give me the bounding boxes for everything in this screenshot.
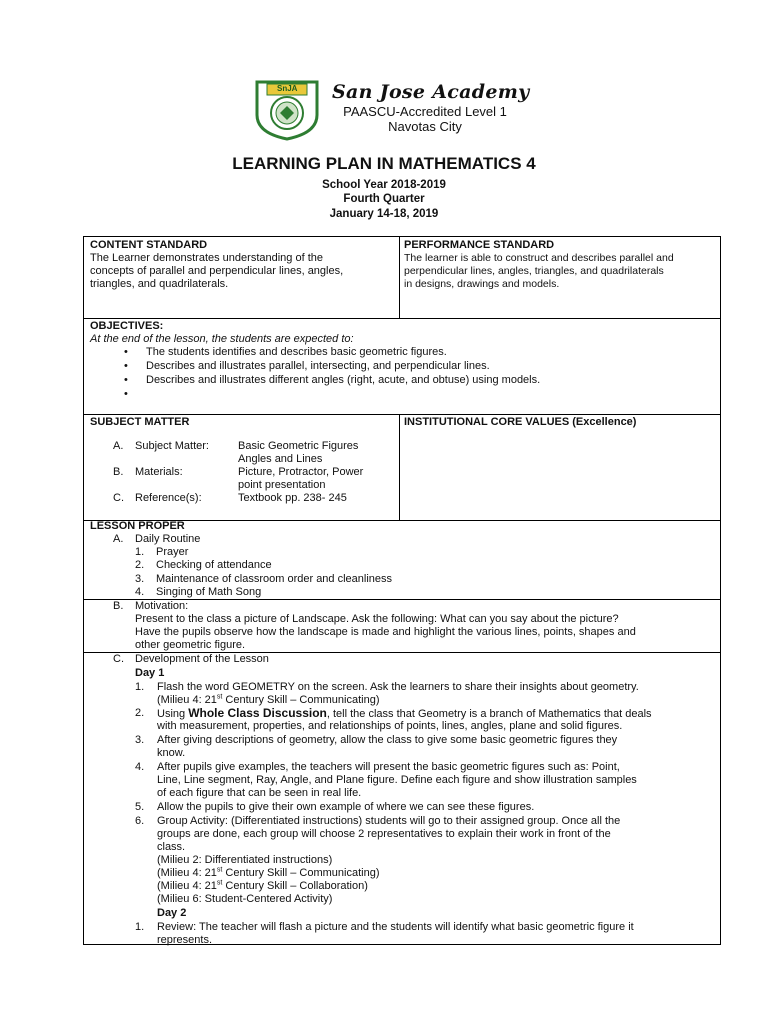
list-number: 3. xyxy=(135,734,145,746)
accreditation: PAASCU-Accredited Level 1 xyxy=(343,104,507,119)
content-standard-heading: CONTENT STANDARD xyxy=(90,239,208,251)
date-range: January 14-18, 2019 xyxy=(329,208,439,220)
milieu-note: (Milieu 6: Student-Centered Activity) xyxy=(157,893,333,905)
subject-letter: B. xyxy=(113,466,124,478)
day1-step-line: know. xyxy=(157,747,186,759)
list-number: 2. xyxy=(135,559,145,571)
section-letter: C. xyxy=(113,653,124,665)
day-1-heading: Day 1 xyxy=(135,667,165,679)
milieu-text: (Milieu 4: 21 xyxy=(157,694,217,706)
routine-item: Maintenance of classroom order and cleanliness xyxy=(156,573,393,585)
logo-text: SnJA xyxy=(277,84,298,93)
superscript: st xyxy=(216,879,223,887)
objectives-heading: OBJECTIVES: xyxy=(90,320,164,332)
motivation-title: Motivation: xyxy=(135,600,189,612)
milieu-text: Century Skill – Communicating) xyxy=(222,867,380,879)
lesson-proper-heading: LESSON PROPER xyxy=(90,520,185,532)
core-values-cell xyxy=(399,414,721,521)
subject-value: Angles and Lines xyxy=(238,453,323,465)
motivation-line: other geometric figure. xyxy=(135,639,246,651)
content-standard-line: concepts of parallel and perpendicular lines, angles, xyxy=(90,265,344,277)
routine-item: Checking of attendance xyxy=(156,559,272,571)
section-letter: A. xyxy=(113,533,124,545)
day1-step-line: Line, Line segment, Ray, Angle, and Plane figure. Define each figure and show illustration samples xyxy=(157,774,637,786)
list-number: 1. xyxy=(135,681,145,693)
routine-item: Singing of Math Song xyxy=(156,586,262,598)
milieu-note xyxy=(157,880,368,894)
performance-standard-line: perpendicular lines, angles, triangles, and quadrilaterals xyxy=(404,265,664,277)
day1-step: After pupils give examples, the teachers will present the basic geometric figures such as: Point, xyxy=(157,761,620,773)
bullet: • xyxy=(124,346,128,358)
performance-standard-heading: PERFORMANCE STANDARD xyxy=(404,239,555,251)
step-emphasis: Whole Class Discussion xyxy=(188,706,327,720)
school-city: Navotas City xyxy=(388,119,462,134)
development-cell xyxy=(83,652,721,945)
day1-step-line: with measurement, properties, and relationships of points, lines, angles, plane and solid figures. xyxy=(157,720,623,732)
day1-step: Allow the pupils to give their own example of where we can see these figures. xyxy=(157,801,535,813)
step-text: Using xyxy=(157,708,189,720)
performance-standard-cell xyxy=(399,236,721,319)
bullet: • xyxy=(124,360,128,372)
subject-value: Basic Geometric Figures xyxy=(238,440,359,452)
day1-step: After giving descriptions of geometry, allow the class to give some basic geometric figures they xyxy=(157,734,618,746)
list-number: 1. xyxy=(135,546,145,558)
school-logo xyxy=(253,79,321,141)
motivation-line: Have the pupils observe how the landscape is made and highlight the various lines, points, shapes and xyxy=(135,626,636,638)
quarter: Fourth Quarter xyxy=(343,193,425,205)
school-year: School Year 2018-2019 xyxy=(322,179,446,191)
objective-item: The students identifies and describes basic geometric figures. xyxy=(146,346,447,358)
list-number: 5. xyxy=(135,801,145,813)
subject-value: point presentation xyxy=(238,479,326,491)
subject-letter: C. xyxy=(113,492,124,504)
motivation-line: Present to the class a picture of Landscape. Ask the following: What can you say about the picture? xyxy=(135,613,619,625)
milieu-note: (Milieu 2: Differentiated instructions) xyxy=(157,854,333,866)
page-title: LEARNING PLAN IN MATHEMATICS 4 xyxy=(232,154,536,173)
day1-step-line: class. xyxy=(157,841,186,853)
content-standard-line: The Learner demonstrates understanding of the xyxy=(90,252,323,264)
performance-standard-line: The learner is able to construct and describes parallel and xyxy=(404,252,674,264)
content-standard-cell xyxy=(83,236,400,319)
day1-step: Group Activity: (Differentiated instructions) students will go to their assigned group. Once all the xyxy=(157,815,621,827)
bullet: • xyxy=(124,374,128,386)
list-number: 2. xyxy=(135,707,145,719)
subject-value: Textbook pp. 238- 245 xyxy=(238,492,347,504)
list-number: 4. xyxy=(135,761,145,773)
subject-label: Materials: xyxy=(135,466,183,478)
objective-item: Describes and illustrates parallel, intersecting, and perpendicular lines. xyxy=(146,360,490,372)
milieu-text: Century Skill – Communicating) xyxy=(222,694,380,706)
content-standard-line: triangles, and quadrilaterals. xyxy=(90,278,229,290)
development-title: Development of the Lesson xyxy=(135,653,269,665)
performance-standard-line: in designs, drawings and models. xyxy=(404,278,560,290)
routine-item: Prayer xyxy=(156,546,189,558)
subject-label: Reference(s): xyxy=(135,492,202,504)
step-text: , tell the class that Geometry is a branch of Mathematics that deals xyxy=(326,708,652,720)
list-number: 4. xyxy=(135,586,145,598)
core-values-heading: INSTITUTIONAL CORE VALUES (Excellence) xyxy=(404,416,637,428)
day2-step: Review: The teacher will flash a picture and the students will identify what basic geometric figure it xyxy=(157,921,634,933)
subject-value: Picture, Protractor, Power xyxy=(238,466,364,478)
subject-label: Subject Matter: xyxy=(135,440,209,452)
list-number: 3. xyxy=(135,573,145,585)
milieu-text: Century Skill – Collaboration) xyxy=(222,880,368,892)
superscript: st xyxy=(216,693,223,701)
bullet: • xyxy=(124,388,128,400)
lesson-proper-cell xyxy=(83,520,721,600)
objectives-intro: At the end of the lesson, the students are expected to: xyxy=(90,333,354,345)
day1-step: Flash the word GEOMETRY on the screen. Ask the learners to share their insights about geometry. xyxy=(157,681,639,693)
milieu-text: (Milieu 4: 21 xyxy=(157,867,217,879)
school-name: San Jose Academy xyxy=(332,81,530,103)
objectives-cell xyxy=(83,318,721,415)
superscript: st xyxy=(216,866,223,874)
day1-step-line: groups are done, each group will choose 2 representatives to explain their work in front of the xyxy=(157,828,611,840)
list-number: 1. xyxy=(135,921,145,933)
subject-matter-heading: SUBJECT MATTER xyxy=(90,416,190,428)
milieu-note xyxy=(157,867,380,881)
daily-routine-title: Daily Routine xyxy=(135,533,201,545)
subject-letter: A. xyxy=(113,440,124,452)
day2-step-line: represents. xyxy=(157,934,213,946)
milieu-text: (Milieu 4: 21 xyxy=(157,880,217,892)
subject-matter-cell xyxy=(83,414,400,521)
list-number: 6. xyxy=(135,815,145,827)
motivation-cell xyxy=(83,599,721,653)
day1-step-line: of each figure that can be seen in real life. xyxy=(157,787,362,799)
day-2-heading: Day 2 xyxy=(157,907,187,919)
section-letter: B. xyxy=(113,600,124,612)
objective-item: Describes and illustrates different angles (right, acute, and obtuse) using models. xyxy=(146,374,541,386)
